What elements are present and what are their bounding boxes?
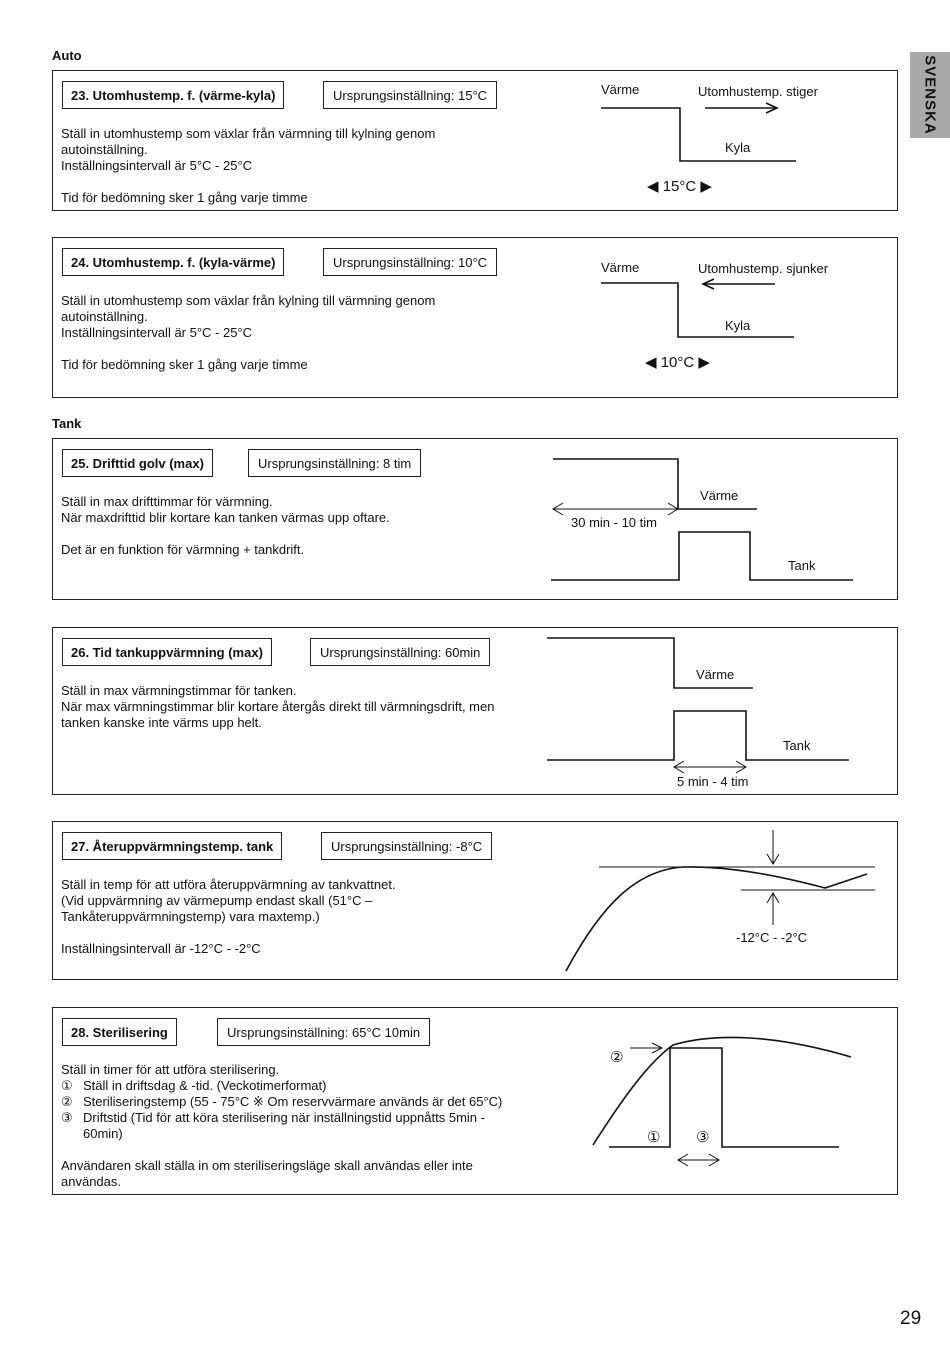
default-value-box: Ursprungsinställning: 15°C [323,81,497,109]
sterilization-diagram [53,1008,899,1196]
diagram-label-tank: Tank [788,558,816,573]
setting-title: 28. Sterilisering [62,1018,177,1046]
default-value-box: Ursprungsinställning: 65°C 10min [217,1018,430,1046]
list-item-number: ③ [61,1110,73,1125]
diagram-marker-1: ① [647,1129,661,1146]
setting-panel-23 [52,70,898,211]
description-line: Ställ in max drifttimmar för värmning. [61,494,273,509]
diagram-label-trend: Utomhustemp. sjunker [698,261,829,276]
setting-title: 24. Utomhustemp. f. (kyla-värme) [62,248,284,276]
diagram-value: ◀ 15°C ▶ [647,178,712,195]
list-item-text: Ställ in driftsdag & -tid. (Veckotimerformat) [83,1078,327,1093]
diagram-label-heat: Värme [700,488,739,503]
diagram-marker-3: ③ [696,1129,710,1146]
setting-panel-25 [52,438,898,600]
diagram-label-range: -12°C - -2°C [736,930,808,945]
list-item-text: Steriliseringstemp (55 - 75°C ※ Om reservvärmare används är det 65°C) [83,1094,503,1109]
page-number: 29 [900,1308,922,1329]
diagram-label-range: 30 min - 10 tim [571,515,657,530]
description-line: Ställ in utomhustemp som växlar från kylning till värmning genom [61,293,436,308]
description-line: Ställ in utomhustemp som växlar från värmning till kylning genom [61,126,436,141]
setting-panel-26 [52,627,898,795]
diagram-label-heat: Värme [601,82,640,97]
description-line: användas. [61,1174,121,1189]
default-value-box: Ursprungsinställning: -8°C [321,832,492,860]
description-line: tanken kanske inte värms upp helt. [61,715,262,730]
description-line: Användaren skall ställa in om steriliseringsläge skall användas eller inte [61,1158,473,1173]
description-line: Tankåteruppvärmningstemp) vara maxtemp.) [61,909,320,924]
setting-title: 23. Utomhustemp. f. (värme-kyla) [62,81,284,109]
description-note: Inställningsintervall är -12°C - -2°C [61,941,261,956]
language-tab [910,52,950,138]
list-item-text: 60min) [83,1126,123,1141]
list-item-number: ① [61,1078,73,1093]
description-line: När max värmningstimmar blir kortare återgås direkt till värmningsdrift, men [61,699,495,714]
setting-title: 27. Återuppvärmningstemp. tank [62,832,282,860]
description-line: När maxdrifttid blir kortare kan tanken värmas upp oftare. [61,510,390,525]
timing-diagram [53,628,899,796]
section-heading-tank: Tank [52,416,82,431]
description-line: Inställningsintervall är 5°C - 25°C [61,158,253,173]
diagram-label-range: 5 min - 4 tim [677,774,749,789]
diagram-label-trend: Utomhustemp. stiger [698,84,818,99]
diagram-label-heat: Värme [601,260,640,275]
list-item-text: Driftstid (Tid för att köra sterilisering när inställningstid uppnåtts 5min - [83,1110,485,1125]
diagram-value: ◀ 10°C ▶ [645,354,710,371]
description-line: (Vid uppvärmning av värmepump endast skall (51°C – [61,893,373,908]
description-line: autoinställning. [61,309,148,324]
description-note: Tid för bedömning sker 1 gång varje timme [61,357,308,372]
switch-diagram [53,238,899,399]
description-line: Ställ in max värmningstimmar för tanken. [61,683,297,698]
setting-title: 25. Drifttid golv (max) [62,449,213,477]
description-line: autoinställning. [61,142,148,157]
description-line: Inställningsintervall är 5°C - 25°C [61,325,253,340]
setting-panel-27 [52,821,898,980]
reheat-diagram [53,822,899,981]
diagram-label-heat: Värme [696,667,735,682]
timing-diagram [53,439,899,601]
setting-title: 26. Tid tankuppvärmning (max) [62,638,272,666]
language-tab-label: SVENSKA [921,55,939,135]
description-line: Ställ in temp för att utföra återuppvärmning av tankvattnet. [61,877,396,892]
default-value-box: Ursprungsinställning: 10°C [323,248,497,276]
default-value-box: Ursprungsinställning: 8 tim [248,449,421,477]
switch-diagram [53,71,899,212]
diagram-label-cool: Kyla [725,140,751,155]
setting-panel-24 [52,237,898,398]
default-value-box: Ursprungsinställning: 60min [310,638,490,666]
diagram-marker-2: ② [610,1049,624,1066]
description-note: Det är en funktion för värmning + tankdrift. [61,542,305,557]
setting-panel-28 [52,1007,898,1195]
description-line: Ställ in timer för att utföra sterilisering. [61,1062,280,1077]
list-item-number: ② [61,1094,73,1109]
diagram-label-cool: Kyla [725,318,751,333]
description-note: Tid för bedömning sker 1 gång varje timme [61,190,308,205]
section-heading-auto: Auto [52,48,82,63]
diagram-label-tank: Tank [783,738,811,753]
